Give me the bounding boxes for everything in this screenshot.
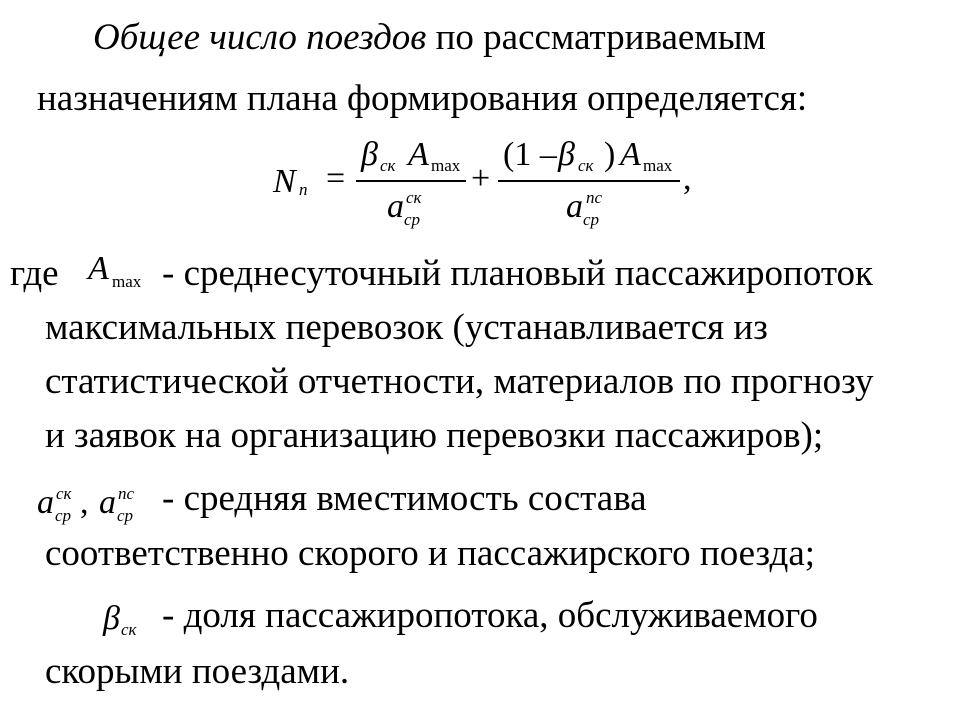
frac1-bar [356, 180, 466, 182]
def1-line-2: максимальных перевозок (устанавливается из [45, 307, 768, 348]
formula-lhs-n: N [273, 163, 296, 200]
formula-comma: , [683, 160, 692, 197]
def1-symbol-sub: max [112, 272, 142, 291]
frac1-den-sup: ск [406, 188, 422, 207]
def3-line-1: - доля пассажиропотока, обслуживаемого [162, 595, 818, 636]
def1-line-3: статистической отчетности, материалов по прогнозу [45, 361, 874, 402]
frac1-den-sub: ср [404, 210, 421, 229]
frac1-beta-sub: ск [380, 156, 396, 175]
def2-symbol-1: a [37, 484, 54, 521]
def2-sup-1: ск [56, 484, 72, 503]
frac2-close: ) [604, 136, 616, 173]
formula-plus: + [471, 160, 491, 197]
formula-lhs-sub: п [299, 180, 308, 199]
def2-sup-2: пс [118, 484, 135, 503]
frac2-beta-sub: ск [578, 156, 594, 175]
intro-italic: Общее число поездов [93, 17, 427, 58]
def2-sub-2: ср [117, 506, 134, 525]
frac2-den-a: a [566, 188, 583, 225]
def3-symbol-sub: ск [121, 620, 137, 639]
def3-symbol: β [103, 600, 120, 637]
formula-equals: = [326, 160, 346, 197]
frac2-den-sub: ср [583, 210, 600, 229]
frac1-a-cap: A [408, 136, 429, 173]
frac2-open: (1 – [503, 136, 557, 173]
intro-line-2: назначениям плана формирования определяется: [37, 78, 808, 119]
def2-sub-1: ср [55, 506, 72, 525]
frac2-den-sup: пс [586, 188, 603, 207]
frac1-a-cap-sub: max [431, 156, 461, 175]
frac2-beta: β [558, 136, 575, 173]
frac2-bar [498, 180, 680, 182]
def2-line-1: - средняя вместимость состава [162, 478, 647, 519]
intro-rest: по рассматриваемым [426, 17, 766, 58]
def1-prefix: где [10, 253, 59, 294]
frac2-a-cap-sub: max [643, 156, 673, 175]
frac2-a-cap: A [620, 136, 641, 173]
frac1-den-a: a [387, 188, 404, 225]
intro-line-1 [93, 16, 766, 60]
def2-sep: , [80, 484, 89, 521]
def1-line-1: - среднесуточный плановый пассажиропоток [162, 253, 874, 294]
def1-symbol: A [88, 250, 109, 287]
def2-line-2: соответственно скорого и пассажирского поезда; [45, 533, 816, 574]
def3-line-2: скорыми поездами. [45, 651, 350, 692]
frac1-beta: β [361, 136, 378, 173]
def2-symbol-2: a [99, 484, 116, 521]
def1-line-4: и заявок на организацию перевозки пассажиров); [45, 415, 824, 456]
